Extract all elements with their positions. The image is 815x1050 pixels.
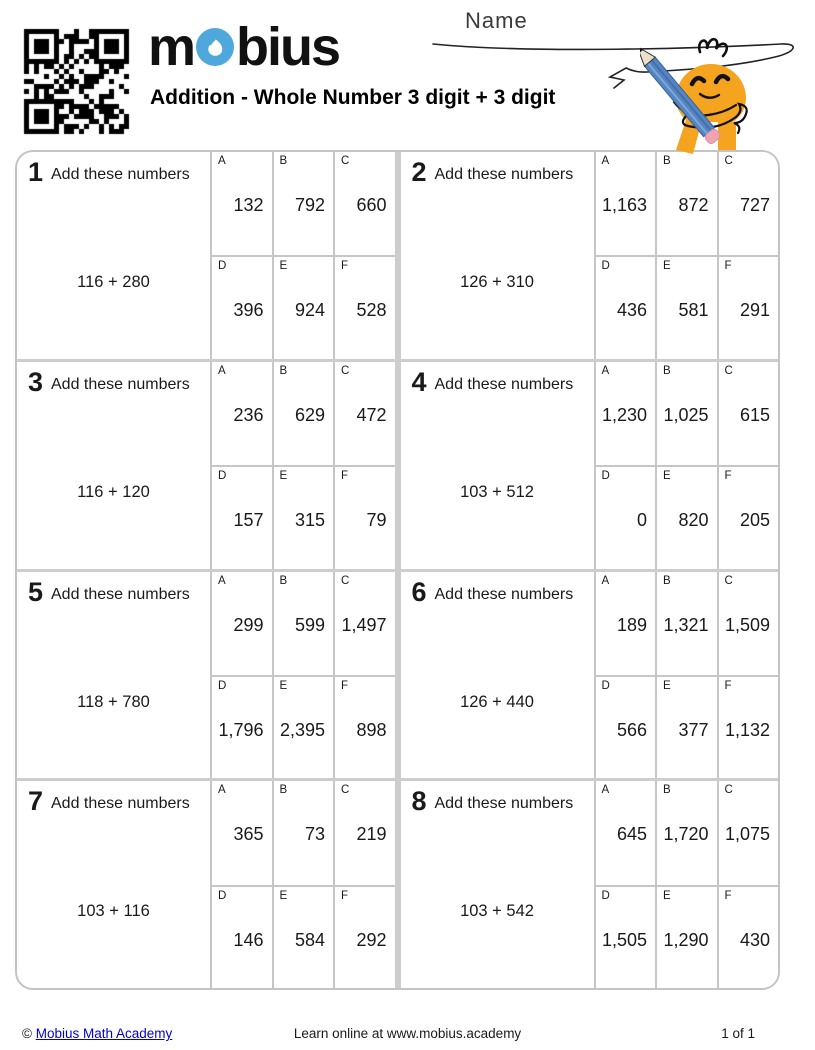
answer-cell[interactable] <box>333 255 395 358</box>
answer-cell[interactable] <box>272 255 334 358</box>
problem-number: 4 <box>411 366 427 397</box>
answer-letter: A <box>218 574 226 587</box>
problem-prompt: Add these numbers <box>434 166 574 183</box>
problem <box>17 362 395 569</box>
answer-grid <box>210 781 395 988</box>
answer-cell[interactable] <box>210 362 272 465</box>
problem-expression: 126 + 310 <box>460 273 534 291</box>
answer-letter: D <box>601 679 610 692</box>
problem-expression: 103 + 512 <box>460 482 534 501</box>
answer-value: 396 <box>233 300 264 321</box>
answer-value: 291 <box>739 300 770 321</box>
answer-value: 1,720 <box>663 824 709 845</box>
answer-letter: D <box>601 889 610 902</box>
answer-cell[interactable] <box>655 675 717 778</box>
problem-prompt: Add these numbers <box>51 585 190 603</box>
answer-cell[interactable] <box>594 572 656 675</box>
answer-value: 1,796 <box>218 719 264 740</box>
name-label: Name <box>465 8 528 33</box>
answer-letter: D <box>601 260 610 273</box>
answer-value: 146 <box>233 929 264 950</box>
answer-value: 365 <box>233 824 264 845</box>
answer-letter: B <box>279 574 288 587</box>
answer-cell[interactable] <box>333 572 395 675</box>
answer-grid <box>594 572 779 779</box>
answer-value: 1,290 <box>663 929 709 950</box>
answer-value: 132 <box>233 195 264 215</box>
answer-value: 1,230 <box>601 404 647 425</box>
problem-prompt: Add these numbers <box>434 795 574 813</box>
answer-letter: F <box>724 470 732 483</box>
answer-cell[interactable] <box>717 255 779 358</box>
answer-value: 430 <box>739 929 770 950</box>
copyright-symbol: © <box>22 1026 32 1041</box>
answer-letter: C <box>724 155 733 167</box>
problem-expression: 103 + 116 <box>77 902 150 921</box>
answer-cell[interactable] <box>333 885 395 988</box>
answer-value: 292 <box>356 929 387 950</box>
answer-cell[interactable] <box>333 675 395 778</box>
answer-cell[interactable] <box>655 465 717 568</box>
answer-letter: F <box>341 679 349 692</box>
answer-letter: B <box>663 364 671 377</box>
answer-value: 660 <box>356 195 387 215</box>
answer-letter: A <box>601 364 610 377</box>
answer-letter: F <box>341 889 349 902</box>
answer-letter: D <box>218 470 227 483</box>
answer-value: 1,163 <box>601 195 647 215</box>
answer-value: 2,395 <box>279 719 325 740</box>
answer-value: 792 <box>294 195 325 215</box>
answer-cell[interactable] <box>717 465 779 568</box>
problem-number: 2 <box>411 157 427 187</box>
problem-number: 8 <box>411 786 427 817</box>
answer-letter: A <box>218 155 226 167</box>
problem-prompt: Add these numbers <box>434 375 574 393</box>
answer-grid <box>594 781 779 988</box>
answer-letter: E <box>279 470 288 483</box>
answer-cell[interactable] <box>655 572 717 675</box>
answer-cell[interactable] <box>594 781 656 884</box>
answer-cell[interactable] <box>272 465 334 568</box>
answer-cell[interactable] <box>272 675 334 778</box>
answer-letter: A <box>601 574 610 587</box>
answer-cell[interactable] <box>272 152 334 255</box>
page-indicator: 1 of 1 <box>721 1026 755 1041</box>
answer-value: 472 <box>356 404 387 425</box>
answer-grid <box>594 152 779 359</box>
answer-value: 299 <box>233 614 264 635</box>
answer-cell[interactable] <box>210 572 272 675</box>
answer-cell[interactable] <box>272 572 334 675</box>
answer-letter: F <box>724 260 732 273</box>
answer-value: 599 <box>294 614 325 635</box>
problem-row <box>17 781 778 988</box>
answer-letter: F <box>341 260 349 273</box>
problem-prompt: Add these numbers <box>434 585 574 603</box>
answer-value: 1,505 <box>601 929 647 950</box>
answer-value: 436 <box>616 300 647 321</box>
problem-prompt: Add these numbers <box>51 375 190 393</box>
problem <box>401 152 779 359</box>
problem-info <box>401 572 594 779</box>
answer-value: 315 <box>294 510 325 531</box>
answer-cell[interactable] <box>717 781 779 884</box>
answer-value: 377 <box>678 719 709 740</box>
answer-value: 236 <box>233 404 264 425</box>
answer-letter: C <box>341 784 350 797</box>
answer-letter: A <box>218 364 226 377</box>
answer-letter: E <box>279 679 288 692</box>
worksheet-title: Addition - Whole Number 3 digit + 3 digit <box>150 86 556 109</box>
answer-cell[interactable] <box>717 885 779 988</box>
answer-grid <box>210 362 395 569</box>
publisher-link[interactable]: Mobius Math Academy <box>35 1026 173 1041</box>
answer-letter: C <box>341 574 350 587</box>
problem-info <box>401 152 594 359</box>
problem-number: 6 <box>411 576 427 607</box>
answer-cell[interactable] <box>594 885 656 988</box>
answer-cell[interactable] <box>333 781 395 884</box>
answer-cell[interactable] <box>594 675 656 778</box>
answer-value: 645 <box>616 824 647 845</box>
problem-info <box>17 781 210 988</box>
answer-letter: E <box>663 260 671 273</box>
answer-cell[interactable] <box>717 152 779 255</box>
answer-value: 820 <box>678 510 709 531</box>
answer-value: 219 <box>356 824 387 845</box>
answer-value: 0 <box>636 510 647 531</box>
answer-cell[interactable] <box>655 781 717 884</box>
problem-expression: 103 + 542 <box>460 902 534 921</box>
answer-cell[interactable] <box>210 675 272 778</box>
answer-cell[interactable] <box>210 885 272 988</box>
answer-letter: D <box>218 889 227 902</box>
brand-logo <box>148 17 340 77</box>
answer-letter: C <box>724 574 733 587</box>
answer-value: 157 <box>233 510 264 531</box>
answer-value: 1,075 <box>724 824 770 845</box>
problem-row <box>17 572 778 782</box>
answer-letter: C <box>341 364 350 377</box>
answer-value: 528 <box>356 300 387 321</box>
answer-cell[interactable] <box>717 675 779 778</box>
problem <box>17 572 395 779</box>
answer-cell[interactable] <box>272 781 334 884</box>
problem-number: 7 <box>28 786 44 817</box>
answer-letter: D <box>218 260 227 273</box>
answer-letter: B <box>279 155 288 167</box>
answer-grid <box>594 362 779 569</box>
answer-cell[interactable] <box>655 885 717 988</box>
answer-cell[interactable] <box>594 255 656 358</box>
answer-letter: F <box>724 889 732 902</box>
answer-value: 1,497 <box>341 614 387 635</box>
answer-grid <box>210 152 395 359</box>
answer-letter: E <box>663 679 671 692</box>
problem-info <box>401 781 594 988</box>
problem-info <box>17 572 210 779</box>
answer-cell[interactable] <box>594 152 656 255</box>
answer-cell[interactable] <box>272 362 334 465</box>
answer-cell[interactable] <box>717 362 779 465</box>
answer-letter: A <box>601 155 610 167</box>
answer-cell[interactable] <box>655 362 717 465</box>
logo-text-suffix: bius <box>236 17 340 77</box>
answer-letter: E <box>279 260 288 273</box>
problem <box>401 572 779 779</box>
answer-letter: C <box>724 364 733 377</box>
answer-cell[interactable] <box>210 781 272 884</box>
answer-value: 189 <box>616 614 647 635</box>
logo-text-prefix: m <box>148 17 195 77</box>
problem-number: 5 <box>28 576 44 607</box>
answer-cell[interactable] <box>655 152 717 255</box>
problem <box>401 781 779 988</box>
answer-letter: E <box>663 470 671 483</box>
answer-value: 1,509 <box>724 614 770 635</box>
answer-cell[interactable] <box>272 885 334 988</box>
answer-letter: E <box>663 889 671 902</box>
answer-value: 1,132 <box>724 719 770 740</box>
answer-value: 727 <box>739 195 770 215</box>
answer-value: 79 <box>366 510 387 531</box>
problem-expression: 126 + 440 <box>460 692 534 711</box>
answer-letter: C <box>724 784 733 797</box>
answer-value: 924 <box>294 300 325 321</box>
answer-cell[interactable] <box>594 362 656 465</box>
problem-prompt: Add these numbers <box>51 166 190 183</box>
problem-row <box>17 362 778 572</box>
problem-expression: 118 + 780 <box>77 692 150 711</box>
problem-expression: 116 + 280 <box>77 273 150 291</box>
answer-letter: B <box>279 784 288 797</box>
answer-value: 615 <box>739 404 770 425</box>
footer-copyright <box>22 1026 172 1041</box>
answer-cell[interactable] <box>333 465 395 568</box>
answer-letter: D <box>601 470 610 483</box>
problems-grid <box>15 150 780 990</box>
answer-letter: E <box>279 889 288 902</box>
answer-letter: B <box>663 155 671 167</box>
answer-cell[interactable] <box>594 465 656 568</box>
problem-number: 1 <box>28 157 44 187</box>
answer-value: 1,025 <box>663 404 709 425</box>
answer-value: 898 <box>356 719 387 740</box>
logo-o-icon <box>195 27 235 67</box>
answer-value: 1,321 <box>663 614 709 635</box>
answer-value: 205 <box>739 510 770 531</box>
problem-info <box>17 362 210 569</box>
answer-cell[interactable] <box>210 465 272 568</box>
answer-value: 584 <box>294 929 325 950</box>
problem-row <box>17 152 778 362</box>
problem <box>401 362 779 569</box>
answer-grid <box>210 572 395 779</box>
answer-cell[interactable] <box>210 152 272 255</box>
problem-info <box>401 362 594 569</box>
answer-cell[interactable] <box>333 362 395 465</box>
qr-code <box>22 27 132 137</box>
answer-letter: F <box>341 470 349 483</box>
answer-value: 872 <box>678 195 709 215</box>
problem-info <box>17 152 210 359</box>
answer-cell[interactable] <box>717 572 779 675</box>
answer-value: 581 <box>678 300 709 321</box>
answer-letter: A <box>601 784 610 797</box>
answer-cell[interactable] <box>333 152 395 255</box>
problem-expression: 116 + 120 <box>77 482 150 501</box>
answer-cell[interactable] <box>655 255 717 358</box>
answer-letter: B <box>279 364 288 377</box>
problem <box>17 781 395 988</box>
problem-number: 3 <box>28 366 44 397</box>
answer-letter: F <box>724 679 732 692</box>
answer-cell[interactable] <box>210 255 272 358</box>
mascot-icon <box>640 36 792 154</box>
answer-letter: D <box>218 679 227 692</box>
answer-letter: C <box>341 155 350 167</box>
answer-letter: B <box>663 574 671 587</box>
footer-center-text: Learn online at www.mobius.academy <box>293 1026 522 1041</box>
problem <box>17 152 395 359</box>
answer-value: 73 <box>304 824 325 845</box>
answer-value: 566 <box>616 719 647 740</box>
problem-prompt: Add these numbers <box>51 795 190 813</box>
answer-letter: B <box>663 784 671 797</box>
answer-letter: A <box>218 784 226 797</box>
answer-value: 629 <box>294 404 325 425</box>
